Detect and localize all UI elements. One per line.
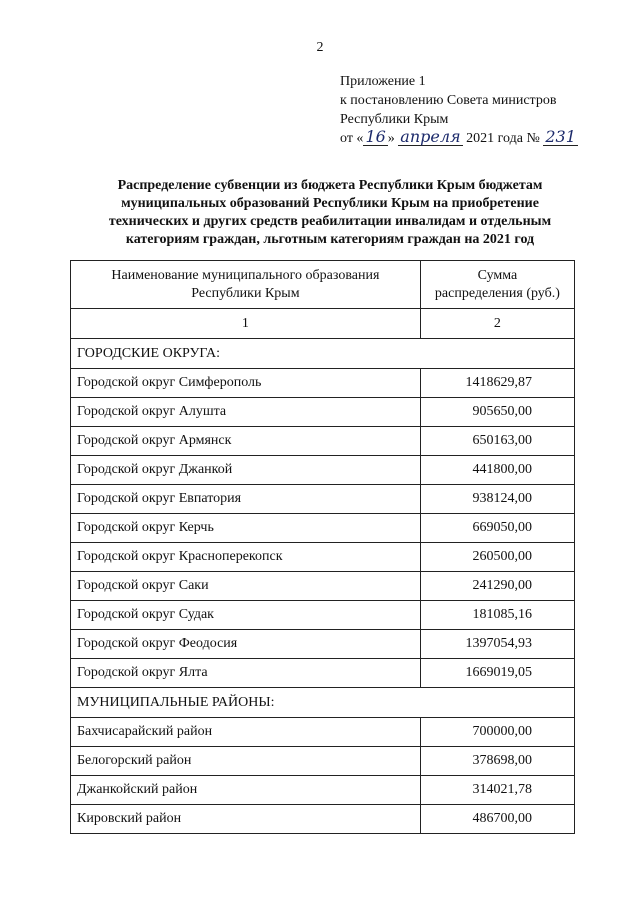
table-row [71,659,575,688]
distribution-amount: 1418629,87 [420,369,574,398]
distribution-amount: 378698,00 [420,747,574,776]
distribution-amount: 260500,00 [420,543,574,572]
municipality-name: Городской округ Саки [71,572,421,601]
appendix-date-line [340,129,630,148]
municipality-name: Городской округ Армянск [71,427,421,456]
municipality-name: Городской округ Евпатория [71,485,421,514]
document-title [60,177,600,249]
table-row [71,718,575,747]
table-row [71,630,575,659]
table-row [71,427,575,456]
table-row [71,456,575,485]
section-title: МУНИЦИПАЛЬНЫЕ РАЙОНЫ: [71,688,575,718]
title-line-2: муниципальных образований Республики Крым на приобретение [121,196,539,211]
column-number-2: 2 [420,309,574,339]
column-number-1: 1 [71,309,421,339]
table-row [71,601,575,630]
header-name-line-1: Наименование муниципального образования [111,267,380,283]
page-number: 2 [316,40,324,55]
municipality-name: Городской округ Красноперекопск [71,543,421,572]
appendix-line-2: к постановлению Совета министров [340,93,557,108]
appendix-line-3: Республики Крым [340,112,449,127]
date-year: 2021 года № [466,131,540,146]
appendix-header [340,72,630,148]
table-row [71,369,575,398]
municipality-name: Городской округ Феодосия [71,630,421,659]
municipality-name: Кировский район [71,805,421,834]
distribution-amount: 181085,16 [420,601,574,630]
distribution-amount: 938124,00 [420,485,574,514]
section-row-municipal-districts [71,688,575,718]
table-row [71,572,575,601]
header-sum-line-1: Сумма [477,267,518,283]
municipality-name: Белогорский район [71,747,421,776]
table-row [71,805,575,834]
appendix-line-1: Приложение 1 [340,74,426,89]
date-day-handwritten: 16 [365,127,386,146]
section-title: ГОРОДСКИЕ ОКРУГА: [71,339,575,369]
header-sum [420,261,574,309]
title-line-3: технических и других средств реабилитации инвалидам и отдельным [108,214,552,229]
table-header-row [71,261,575,309]
municipality-name: Городской округ Ялта [71,659,421,688]
distribution-amount: 669050,00 [420,514,574,543]
table-row [71,747,575,776]
title-line-1: Распределение субвенции из бюджета Республики Крым бюджетам [117,178,543,193]
table-row [71,398,575,427]
municipality-name: Городской округ Симферополь [71,369,421,398]
table-row [71,543,575,572]
header-name-line-2: Республики Крым [191,285,300,301]
distribution-amount: 700000,00 [420,718,574,747]
header-name [71,261,421,309]
header-sum-line-2: распределения (руб.) [434,285,560,301]
distribution-table [70,260,575,834]
column-number-row [71,309,575,339]
distribution-amount: 441800,00 [420,456,574,485]
municipality-name: Городской округ Алушта [71,398,421,427]
municipality-name: Бахчисарайский район [71,718,421,747]
table-row [71,485,575,514]
municipality-name: Джанкойский район [71,776,421,805]
municipality-name: Городской округ Судак [71,601,421,630]
section-row-urban-districts [71,339,575,369]
distribution-amount: 905650,00 [420,398,574,427]
title-line-4: категориям граждан, льготным категориям граждан на 2021 год [125,232,535,247]
distribution-amount: 1397054,93 [420,630,574,659]
table-row [71,514,575,543]
distribution-amount: 241290,00 [420,572,574,601]
distribution-amount: 650163,00 [420,427,574,456]
decree-number-handwritten: 231 [545,127,576,146]
date-prefix: от « [340,131,364,146]
date-mid: » [387,131,395,146]
date-month-handwritten: апреля [400,127,461,146]
distribution-amount: 486700,00 [420,805,574,834]
municipality-name: Городской округ Керчь [71,514,421,543]
table-row [71,776,575,805]
distribution-amount: 314021,78 [420,776,574,805]
municipality-name: Городской округ Джанкой [71,456,421,485]
distribution-amount: 1669019,05 [420,659,574,688]
